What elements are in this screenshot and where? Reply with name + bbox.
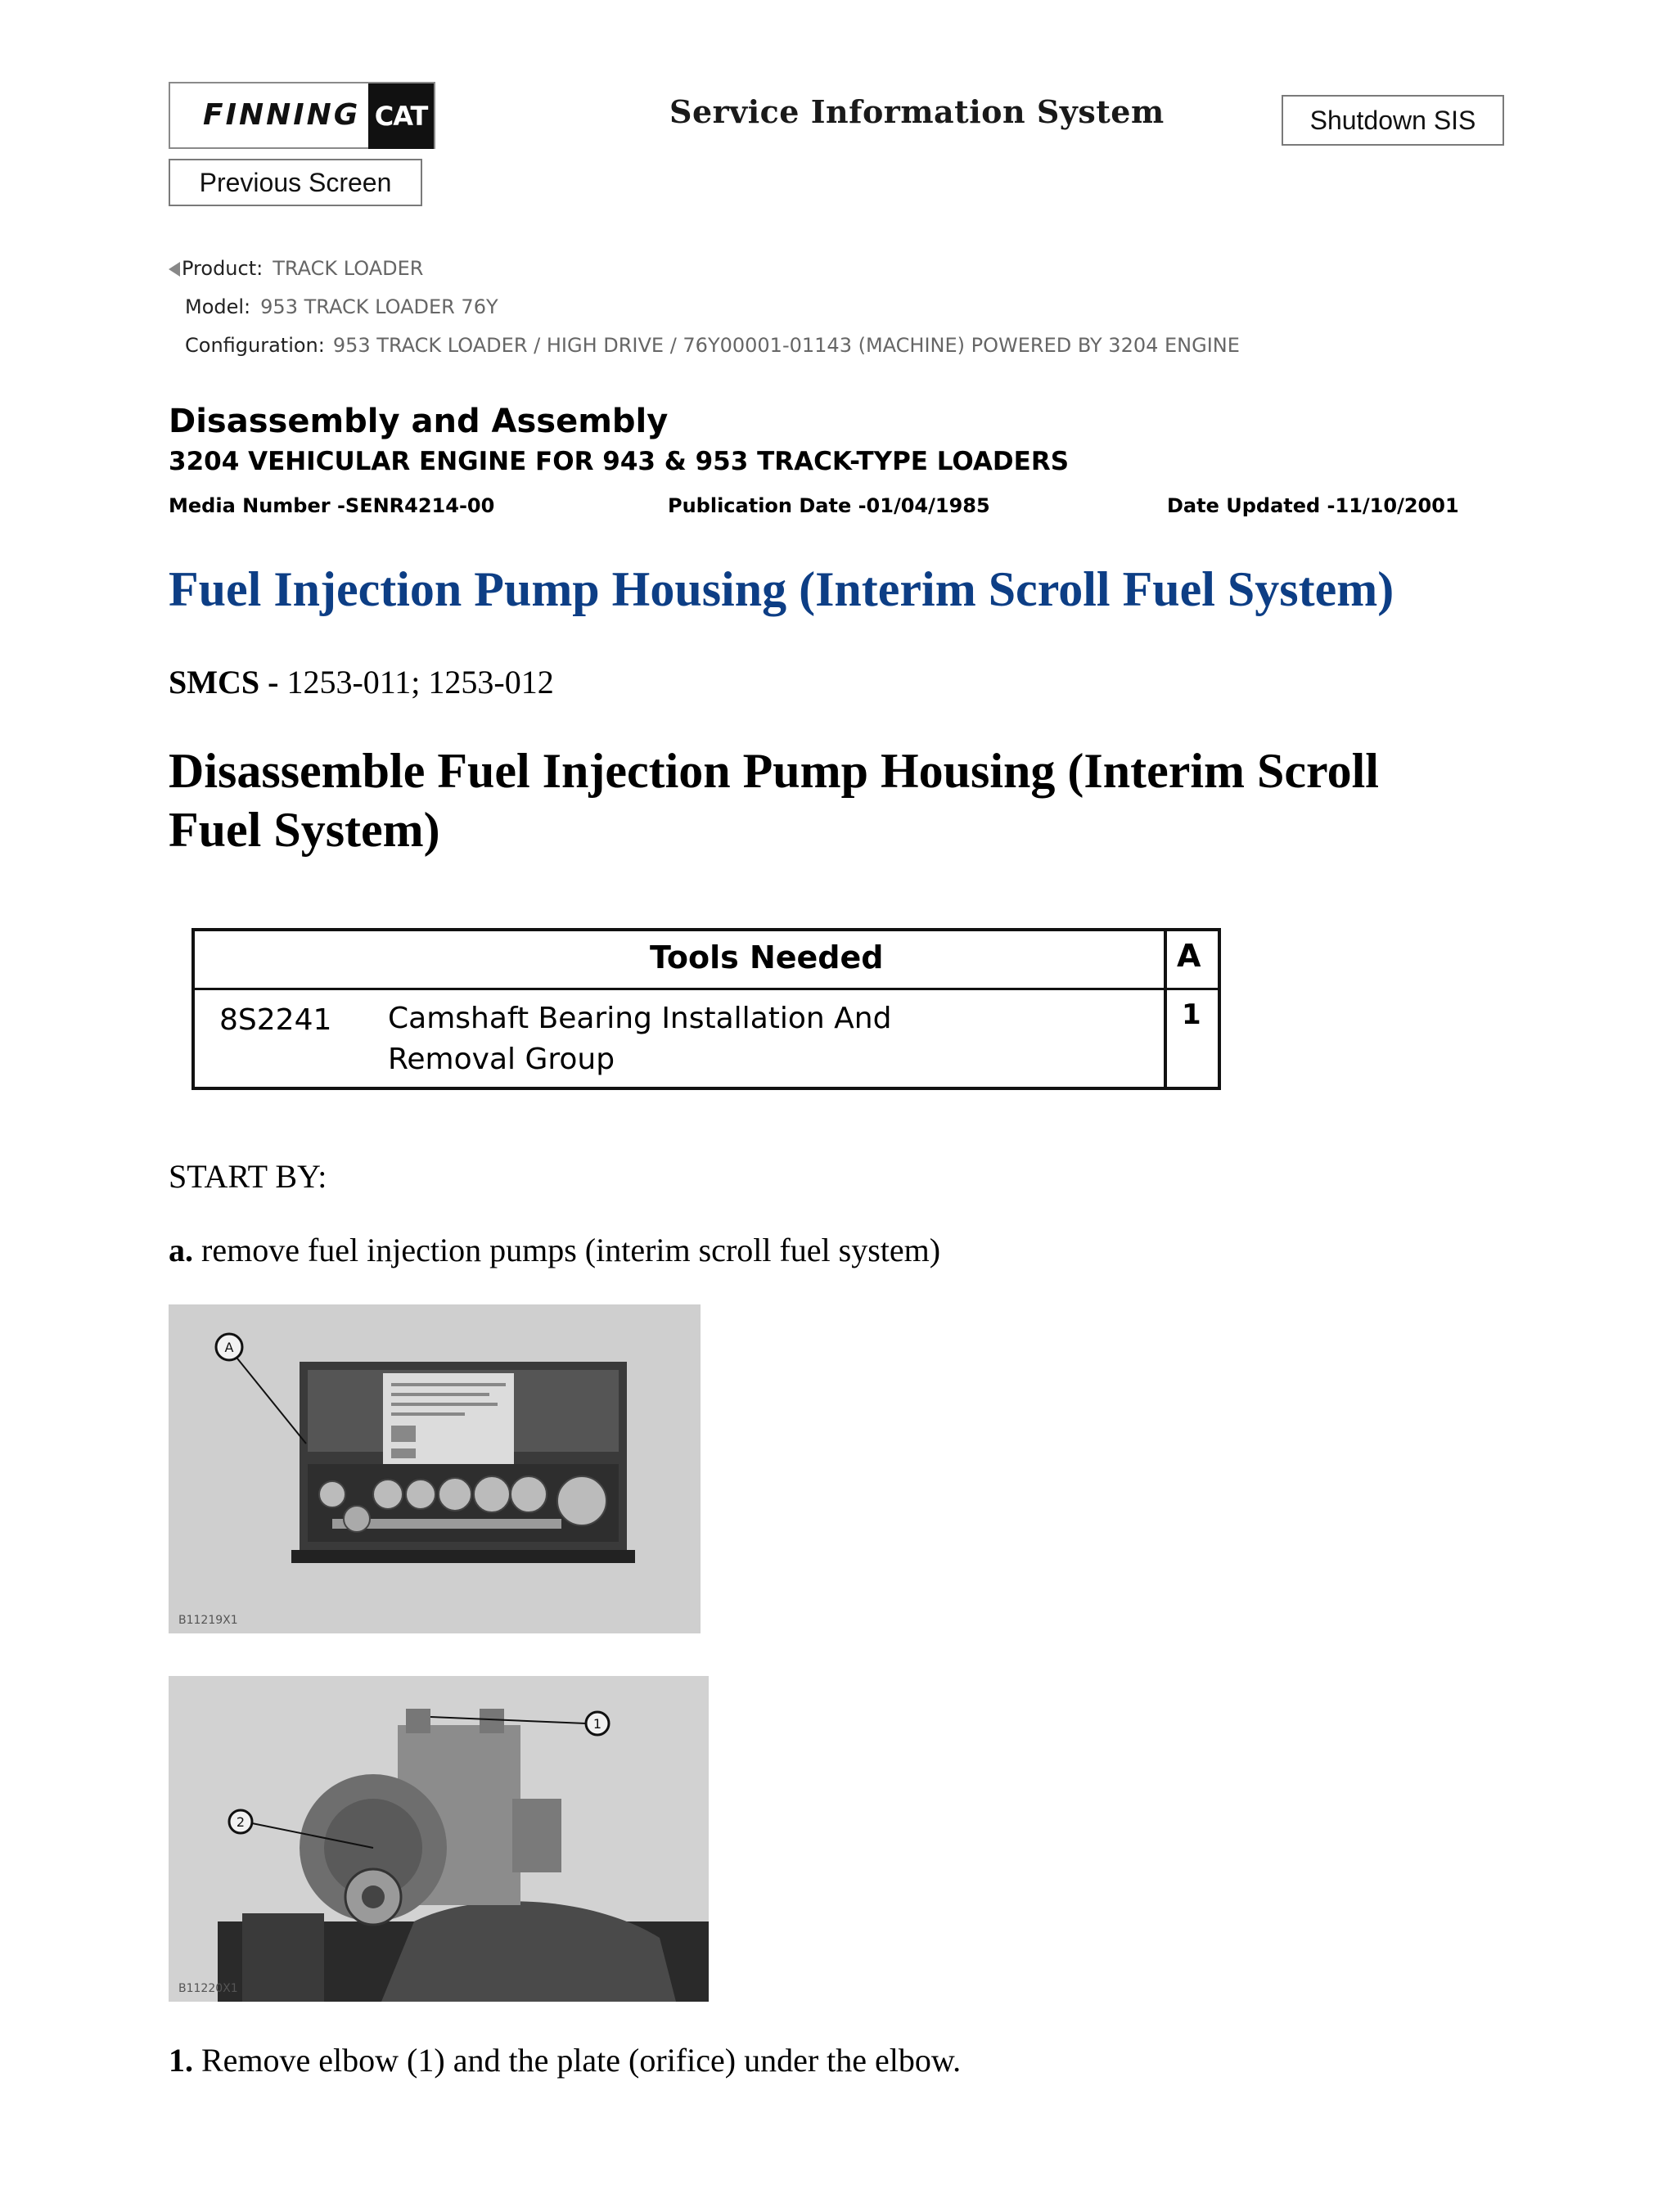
tool-part-number: 8S2241 <box>219 1003 332 1037</box>
cat-logo-text: CAT <box>368 83 434 149</box>
publication-date: Publication Date -01/04/1985 <box>668 494 990 517</box>
document-category: Disassembly and Assembly <box>169 403 669 440</box>
tools-table-divider <box>1164 931 1167 1087</box>
product-label: Product: <box>182 257 264 280</box>
step-1-marker: 1. <box>169 2042 193 2079</box>
start-by-label: START BY: <box>169 1158 327 1195</box>
tool-description: Camshaft Bearing Installation And Removal Group <box>388 1002 892 1076</box>
section-heading: Disassemble Fuel Injection Pump Housing (Interim Scroll Fuel System) <box>169 744 1379 857</box>
product-row <box>169 257 423 280</box>
smcs-value: 1253-011; 1253-012 <box>286 664 554 701</box>
pump-housing-illustration <box>169 1676 709 2002</box>
model-value: 953 TRACK LOADER 76Y <box>260 295 498 318</box>
finning-logo-text: FINNING <box>203 98 361 132</box>
shutdown-sis-button[interactable]: Shutdown SIS <box>1282 95 1504 146</box>
configuration-value: 953 TRACK LOADER / HIGH DRIVE / 76Y00001-01143 (MACHINE) POWERED BY 3204 ENGINE <box>332 334 1240 357</box>
model-label: Model: <box>185 295 251 318</box>
page-title: Fuel Injection Pump Housing (Interim Scroll Fuel System) <box>169 562 1394 616</box>
callout-2-label: 2 <box>236 1814 246 1830</box>
tools-table-header <box>195 931 1218 990</box>
tool-quantity: 1 <box>1182 998 1201 1031</box>
step-1-text: Remove elbow (1) and the plate (orifice) under the elbow. <box>201 2042 962 2079</box>
back-arrow-icon[interactable] <box>169 262 180 277</box>
step-a-marker: a. <box>169 1232 193 1268</box>
system-title: Service Information System <box>669 93 1165 130</box>
callout-a-label: A <box>224 1340 234 1355</box>
smcs-codes <box>169 663 554 701</box>
tools-table-column-a: A <box>1177 938 1201 974</box>
tools-table-title: Tools Needed <box>650 939 884 975</box>
step-a-text: remove fuel injection pumps (interim scroll fuel system) <box>201 1232 941 1268</box>
step-a <box>169 1231 940 1269</box>
model-row <box>185 295 498 318</box>
product-value: TRACK LOADER <box>273 257 424 280</box>
date-updated: Date Updated -11/10/2001 <box>1167 494 1459 517</box>
media-number: Media Number -SENR4214-00 <box>169 494 495 517</box>
figure-1-tag: B11219X1 <box>178 1614 238 1627</box>
figure-pump-housing <box>169 1676 709 2002</box>
finning-cat-logo <box>169 82 435 149</box>
figure-2-tag: B11220X1 <box>178 1982 238 1995</box>
figure-tool-group <box>169 1304 701 1633</box>
document-subtitle: 3204 VEHICULAR ENGINE FOR 943 & 953 TRACK-TYPE LOADERS <box>169 447 1070 476</box>
tool-case-illustration <box>169 1304 701 1633</box>
previous-screen-button[interactable]: Previous Screen <box>169 159 422 206</box>
configuration-label: Configuration: <box>185 334 325 357</box>
smcs-label: SMCS - <box>169 664 279 701</box>
tools-needed-table <box>191 928 1221 1090</box>
configuration-row <box>185 334 1240 357</box>
step-1 <box>169 2041 961 2079</box>
callout-1-label: 1 <box>592 1716 602 1732</box>
